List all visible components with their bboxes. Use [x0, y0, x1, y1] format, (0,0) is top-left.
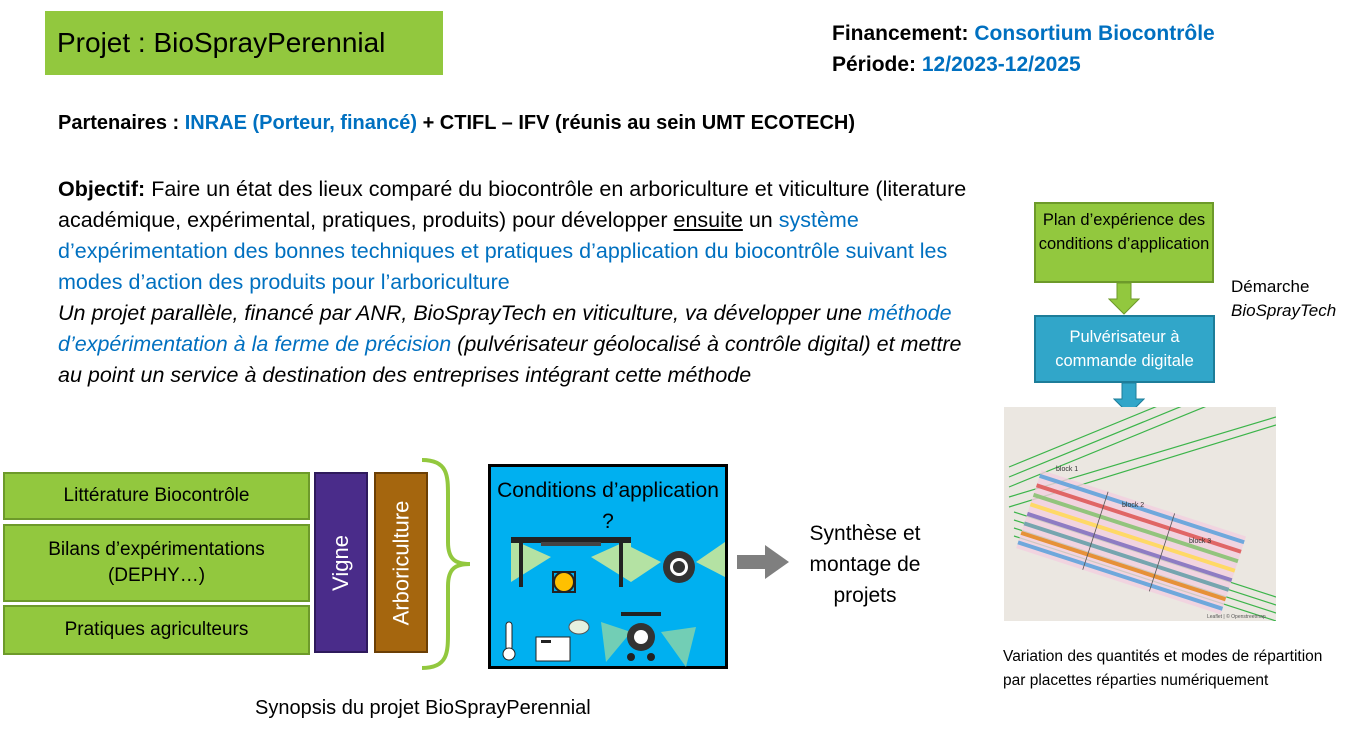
partners-lead: INRAE (Porteur, financé): [184, 112, 417, 134]
objective-text-1: Faire un état des lieux comparé du biocontrôle en arboriculture et viticulture (literature académique, expérimental, pratiques, produits) pour développer: [58, 177, 967, 232]
funding-info: [832, 18, 1215, 80]
objective-blue-text: système d’expérimentation des bonnes techniques et pratiques d’application du biocontrôle suivant les modes d’action des produits pour l’arboriculture: [58, 208, 948, 294]
source-trials: Bilans d’expérimentations (DEPHY…): [3, 524, 310, 602]
map-block-1: block 1: [1056, 466, 1079, 473]
airblast-sprayer-icon: [631, 542, 725, 583]
funding-value: Consortium Biocontrôle: [974, 22, 1215, 45]
map-block-2: block 2: [1122, 502, 1145, 509]
drone-sprayer-icon: [601, 612, 696, 667]
demarche-label-text: Démarche: [1231, 277, 1310, 296]
sprayer-box: Pulvérisateur à commande digitale: [1034, 315, 1215, 383]
demarche-label: [1231, 275, 1336, 323]
weather-station-icon: [536, 620, 589, 661]
period-value: 12/2023-12/2025: [921, 53, 1081, 76]
partners-label: Partenaires :: [58, 112, 180, 134]
objective-paragraph: [58, 174, 988, 391]
period-label: Période:: [832, 53, 917, 76]
funding-label: Financement:: [832, 22, 969, 45]
synopsis-caption: Synopsis du projet BioSprayPerennial: [255, 697, 591, 719]
objective-italic-blue: méthode d’expérimentation à la ferme de précision: [58, 301, 952, 356]
arrow-right-icon: [737, 545, 789, 579]
source-practices: Pratiques agriculteurs: [3, 605, 310, 655]
crop-vigne: [314, 472, 368, 653]
crop-arbo-label: Arboriculture: [388, 500, 413, 625]
field-map: [1004, 407, 1276, 621]
field-map-image: [1004, 407, 1276, 621]
objective-italic-2: (pulvérisateur géolocalisé à contrôle digital) et mettre au point un service à destination des entreprises intégrant cette méthode: [58, 332, 962, 387]
objective-italic-1: Un projet parallèle, financé par ANR, BioSprayTech en viticulture, va développer une: [58, 301, 862, 325]
synthesis-label: Synthèse et montage de projets: [809, 522, 921, 607]
tunnel-sprayer-icon: [511, 537, 631, 592]
demarche-label-italic: BioSprayTech: [1231, 301, 1337, 320]
conditions-label: Conditions d’application ?: [497, 479, 719, 533]
curly-brace: [418, 456, 478, 672]
objective-text-2: un: [748, 208, 773, 232]
variation-caption: Variation des quantités et modes de répartition par placettes réparties numériquement: [1003, 648, 1323, 689]
plan-box: Plan d’expérience des conditions d’application: [1034, 202, 1214, 283]
source-literature: Littérature Biocontrôle: [3, 472, 310, 520]
thermometer-icon: [503, 622, 515, 660]
objective-underlined: ensuite: [673, 208, 743, 232]
objective-label: Objectif:: [58, 177, 146, 201]
project-title: Projet : BioSprayPerennial: [45, 11, 443, 75]
conditions-panel: [488, 464, 728, 669]
partners-rest: + CTIFL – IFV (réunis au sein UMT ECOTECH): [422, 112, 856, 134]
sprayer-illustrations: [491, 527, 725, 667]
map-block-3: block 3: [1189, 538, 1212, 545]
arrow-down-icon: [1108, 283, 1140, 315]
partners-line: [58, 112, 855, 135]
crop-vigne-label: Vigne: [328, 534, 353, 591]
map-credit: Leaflet | © Openstreetmap: [1207, 614, 1266, 620]
